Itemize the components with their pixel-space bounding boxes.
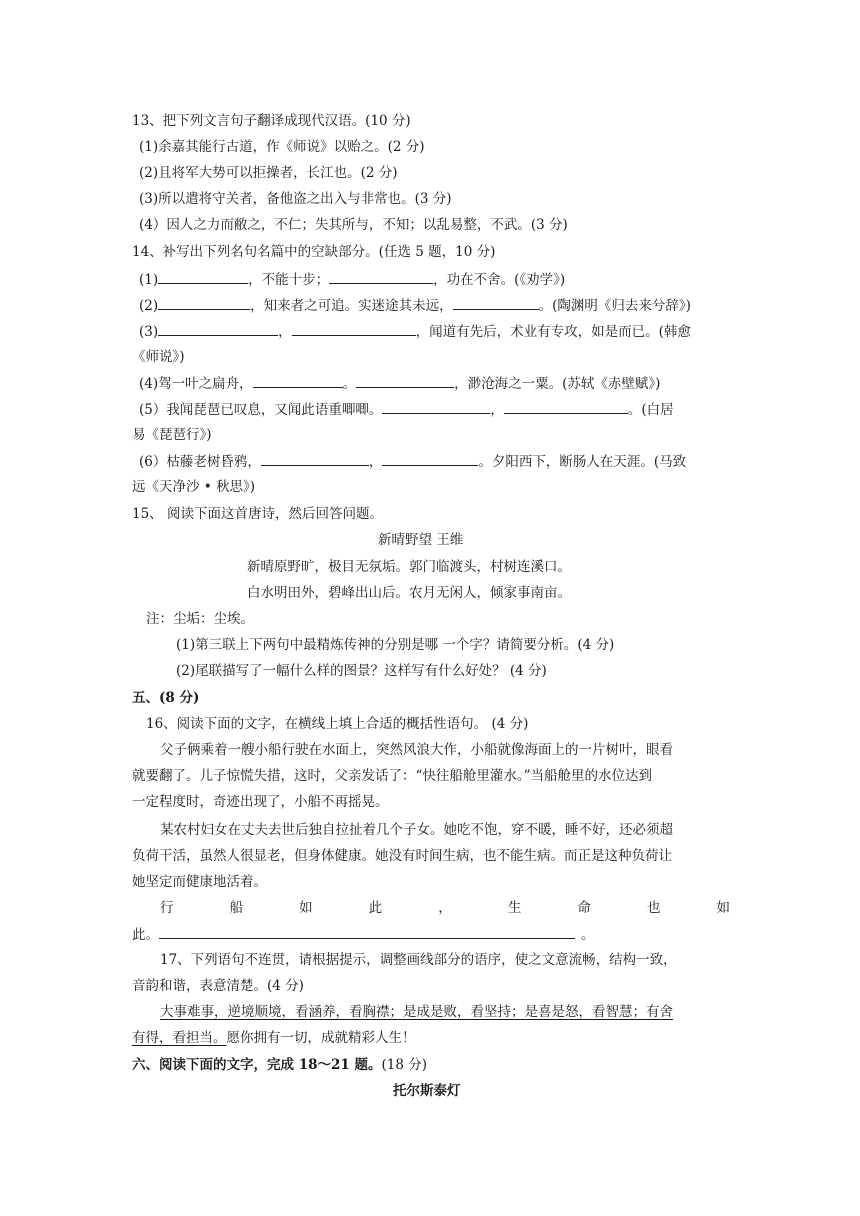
- q17-underlined-1: 大事难事，逆境顺境，看涵养，看胸襟；是成是败，看坚持；是喜是怒，看智慧；有舍: [160, 1004, 673, 1020]
- answer-line: 此。 。: [132, 927, 595, 943]
- article-title: 托尔斯泰灯: [393, 1083, 461, 1099]
- passage-1-line-3: 一定程度时，奇迹出现了，小船不再摇晃。: [132, 794, 389, 810]
- q14-item-2: (2) ，知来者之可追。实迷途其未远， 。(陶渊明《归去来兮辞》): [139, 298, 691, 314]
- answer-blank[interactable]: [159, 925, 575, 939]
- q15-title: 15、 阅读下面这首唐诗，然后回答问题。: [132, 506, 383, 522]
- q13-title: 13、把下列文言句子翻译成现代汉语。(10 分): [132, 113, 411, 129]
- q15-question-2: (2)尾联描写了一幅什么样的图景？这样写有什么好处？ (4 分): [176, 663, 547, 679]
- spread-char: 船: [229, 900, 244, 916]
- q13-item-2: (2)且将军大势可以拒操者，长江也。(2 分): [139, 165, 398, 181]
- q17-underlined-2: 有得，看担当。: [132, 1030, 227, 1046]
- q17-line-2: 有得，看担当。愿你拥有一切，成就精彩人生！: [132, 1030, 416, 1046]
- poem-line-1: 新晴原野旷，极目无氛垢。郭门临渡头，村树连溪口。: [247, 559, 571, 575]
- fill-blank[interactable]: [453, 296, 539, 310]
- q14-item-5-cont: 易《琵琶行》): [132, 427, 212, 443]
- spread-char: 生: [507, 900, 522, 916]
- fill-blank[interactable]: [329, 270, 433, 284]
- poem-line-2: 白水明田外，碧峰出山后。农月无闲人，倾家事南亩。: [247, 585, 571, 601]
- q17-title-line-1: 17、下列语句不连贯，请根据提示，调整画线部分的语序，使之文意流畅，结构一致，: [160, 952, 677, 968]
- fill-blank[interactable]: [504, 400, 628, 414]
- q13-item-4: (4）因人之力而敝之，不仁；失其所与，不知；以乱易整，不武。(3 分): [139, 217, 568, 233]
- fill-blank[interactable]: [253, 374, 343, 388]
- passage-1-line-1: 父子俩乘着一艘小船行驶在水面上，突然风浪大作，小船就像海面上的一片树叶，眼看: [160, 742, 673, 758]
- poem-note: 注：尘垢：尘埃。: [146, 611, 254, 627]
- passage-2-line-1: 某农村妇女在丈夫去世后独自拉扯着几个子女。她吃不饱，穿不暖，睡不好，还必须超: [160, 822, 673, 838]
- q14-item-4: (4)驾一叶之扁舟， 。 ，渺沧海之一粟。(苏轼《赤壁赋》): [139, 376, 661, 392]
- spread-char: ，: [438, 900, 452, 916]
- fill-blank[interactable]: [158, 270, 248, 284]
- spread-char: 如: [716, 900, 730, 916]
- q13-item-3: (3)所以遣将守关者，备他盗之出入与非常也。(3 分): [139, 191, 452, 207]
- q14-item-5: (5）我闻琵琶已叹息，又闻此语重唧唧。 ， 。(白居: [139, 402, 674, 418]
- passage-1-line-2: 就要翻了。儿子惊慌失措，这时，父亲发话了：“快往船舱里灌水。”当船舱里的水位达到: [132, 768, 653, 784]
- passage-2-line-3: 她坚定而健康地活着。: [132, 874, 267, 890]
- fill-blank[interactable]: [292, 322, 416, 336]
- q14-item-3: (3) ， ，闻道有先后，术业有专攻，如是而已。(韩愈: [139, 324, 691, 340]
- spread-char: 此: [368, 900, 383, 916]
- fill-blank[interactable]: [261, 452, 369, 466]
- spread-char: 行: [160, 900, 174, 916]
- q14-item-6-cont: 远《天净沙 • 秋思》): [132, 479, 256, 495]
- fill-blank[interactable]: [382, 400, 490, 414]
- fill-blank[interactable]: [356, 374, 454, 388]
- q14-item-3-cont: 《师说》): [132, 349, 185, 365]
- q14-item-6: (6）枯藤老树昏鸦， ， 。夕阳西下，断肠人在天涯。(马致: [139, 454, 687, 470]
- fill-blank[interactable]: [382, 452, 478, 466]
- q15-question-1: (1)第三联上下两句中最精炼传神的分别是哪 一个字？请简要分析。(4 分): [176, 637, 615, 653]
- q16-title: 16、阅读下面的文字，在横线上填上合适的概括性语句。 (4 分): [146, 716, 529, 732]
- fill-blank[interactable]: [158, 296, 250, 310]
- q17-title-line-2: 音韵和谐，表意清楚。(4 分): [132, 978, 304, 994]
- section-6-title: 六、阅读下面的文字，完成 18～21 题。(18 分): [132, 1057, 427, 1073]
- spread-char: 命: [577, 900, 591, 916]
- spread-line: [160, 899, 730, 917]
- section-5-title: 五、(8 分): [132, 690, 200, 706]
- spread-char: 如: [299, 900, 313, 916]
- q14-item-1: (1) ，不能十步； ，功在不舍。(《劝学》): [139, 272, 566, 288]
- passage-2-line-2: 负荷干活，虽然人很显老，但身体健康。她没有时间生病，也不能生病。而正是这种负荷让: [132, 848, 672, 864]
- fill-blank[interactable]: [158, 322, 278, 336]
- q14-title: 14、补写出下列名句名篇中的空缺部分。(任选 5 题，10 分): [132, 244, 496, 260]
- poem-title: 新晴野望 王维: [378, 532, 464, 548]
- q13-item-1: (1)余嘉其能行古道，作《师说》以贻之。(2 分): [139, 139, 425, 155]
- spread-char: 也: [646, 900, 661, 916]
